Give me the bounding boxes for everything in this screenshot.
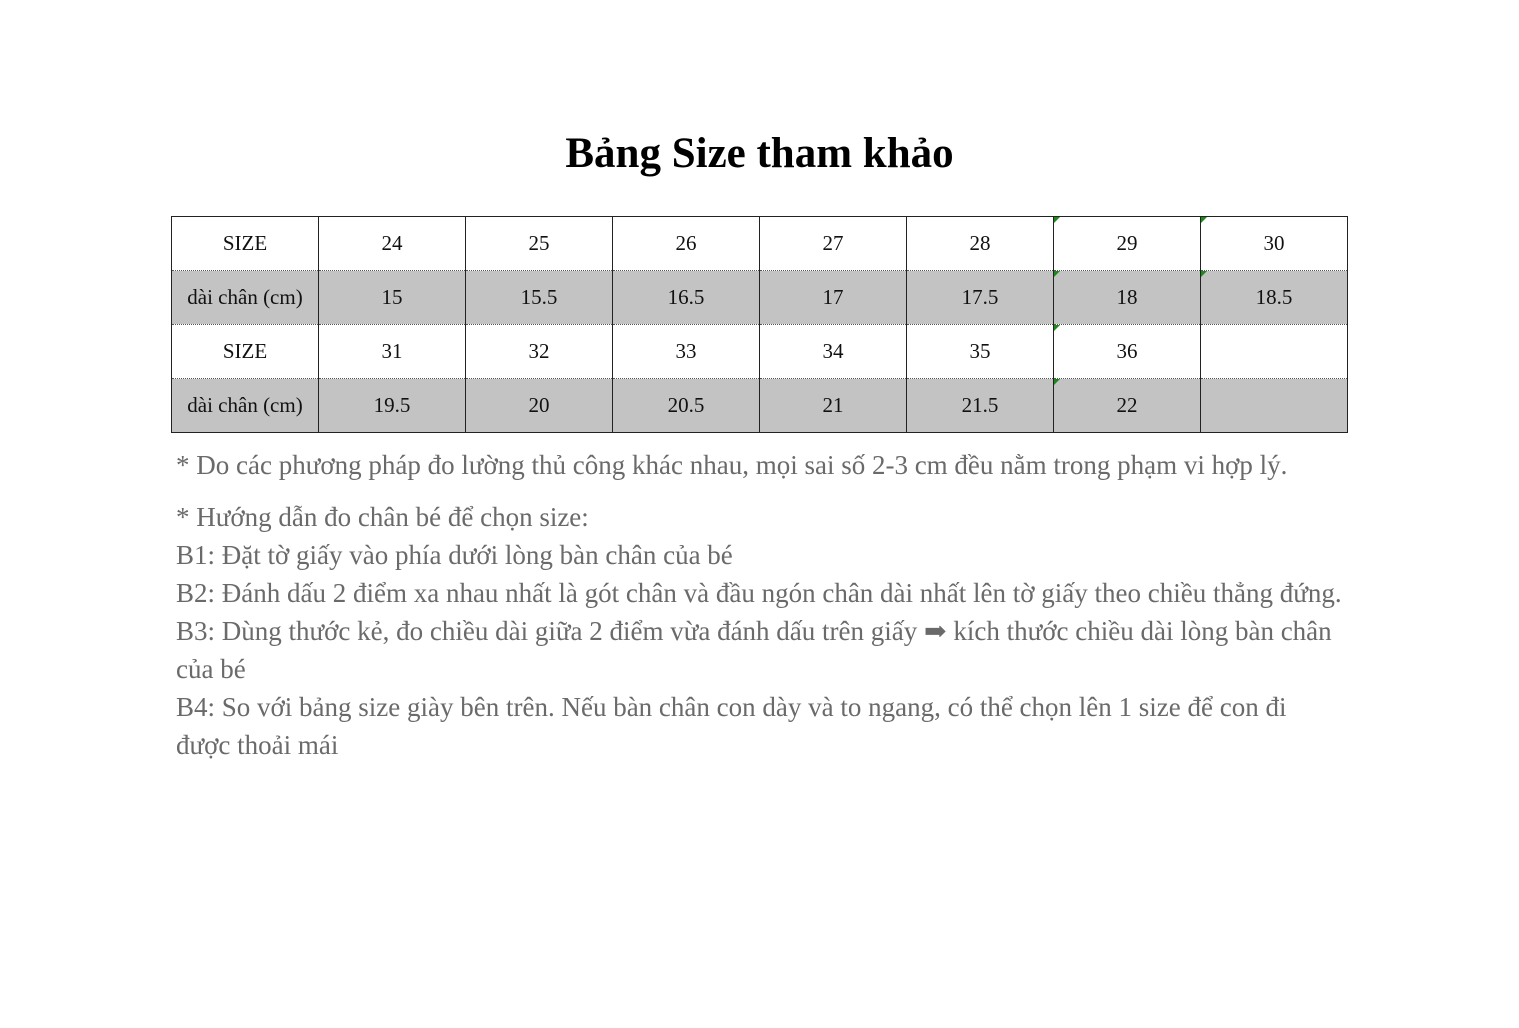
table-row [172,379,1348,433]
table-cell: 35 [907,325,1054,379]
table-cell: 31 [319,325,466,379]
table-row [172,217,1348,271]
guide-step: B2: Đánh dấu 2 điểm xa nhau nhất là gót chân và đầu ngón chân dài nhất lên tờ giấy theo chiều thẳng đứng. [176,578,1342,608]
table-cell: 21.5 [907,379,1054,433]
table-cell: 33 [613,325,760,379]
table-cell: 30 [1201,217,1348,271]
table-cell: SIZE [172,325,319,379]
table-cell: 28 [907,217,1054,271]
table-cell: 29 [1054,217,1201,271]
table-cell: dài chân (cm) [172,271,319,325]
table-cell [1201,379,1348,433]
table-cell: 17.5 [907,271,1054,325]
measurement-disclaimer: * Do các phương pháp đo lường thủ công khác nhau, mọi sai số 2-3 cm đều nằm trong phạm vi hợp lý. [176,450,1288,480]
table-cell: 27 [760,217,907,271]
table-row [172,325,1348,379]
table-cell: 18 [1054,271,1201,325]
table-cell: 19.5 [319,379,466,433]
guide-step: B1: Đặt tờ giấy vào phía dưới lòng bàn chân của bé [176,540,733,570]
guide-step: B4: So với bảng size giày bên trên. Nếu bàn chân con dày và to ngang, có thể chọn lên 1 size để con đi được thoải mái [176,692,1287,760]
table-cell: 21 [760,379,907,433]
notes-section [176,446,1346,764]
table-row [172,271,1348,325]
table-cell: 15.5 [466,271,613,325]
table-cell: 22 [1054,379,1201,433]
guide-step: B3: Dùng thước kẻ, đo chiều dài giữa 2 điểm vừa đánh dấu trên giấy ➡ kích thước chiều dài lòng bàn chân của bé [176,616,1332,684]
page-title: Bảng Size tham khảo [565,130,954,177]
table-cell: dài chân (cm) [172,379,319,433]
table-cell: 25 [466,217,613,271]
table-cell: 16.5 [613,271,760,325]
table-cell: 20 [466,379,613,433]
table-cell: 24 [319,217,466,271]
table-cell [1201,325,1348,379]
table-cell: 32 [466,325,613,379]
table-cell: 15 [319,271,466,325]
table-cell: 18.5 [1201,271,1348,325]
size-chart-table [171,216,1348,433]
table-cell: 20.5 [613,379,760,433]
table-cell: SIZE [172,217,319,271]
guide-title: * Hướng dẫn đo chân bé để chọn size: [176,502,589,532]
table-cell: 17 [760,271,907,325]
table-cell: 36 [1054,325,1201,379]
table-cell: 34 [760,325,907,379]
table-cell: 26 [613,217,760,271]
